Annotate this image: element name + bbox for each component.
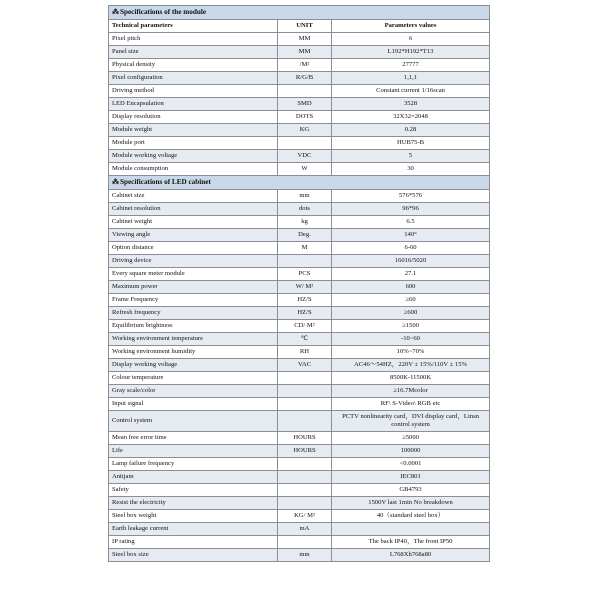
cell-unit [278,458,332,471]
table-row [109,346,490,359]
cell-value: PCTV nonlinearity card，DVI display card，Linsn control system [332,411,490,432]
cell-param: Refresh frequency [109,307,278,320]
cell-unit: HZ/S [278,307,332,320]
spec-sheet [108,5,489,562]
cell-param: Panel size [109,46,278,59]
cell-unit: W [278,163,332,176]
cell-value [332,523,490,536]
cell-param: Steel box weight [109,510,278,523]
table-row [109,320,490,333]
cell-value: 6-60 [332,242,490,255]
cell-unit: PCS [278,268,332,281]
cell-param: Module working voltage [109,150,278,163]
cell-unit [278,255,332,268]
table-row [109,549,490,562]
table-row [109,255,490,268]
table-row [109,523,490,536]
cell-unit: /M² [278,59,332,72]
cell-param: Module weight [109,124,278,137]
cell-value: 32X32=2048 [332,111,490,124]
cell-value: 16016/5020 [332,255,490,268]
cell-param: Every square meter module [109,268,278,281]
cell-param: Module port [109,137,278,150]
cell-value: HUB75-B [332,137,490,150]
cell-param: Antijam [109,471,278,484]
table-row [109,85,490,98]
cell-unit: VAC [278,359,332,372]
cell-unit: HZ/S [278,294,332,307]
cell-unit: mA [278,523,332,536]
cell-value: 576*576 [332,190,490,203]
cell-unit [278,398,332,411]
cell-unit: ℃ [278,333,332,346]
cell-value: AC46～54HZ，220V ± 15%/110V ± 15% [332,359,490,372]
cell-value: 1,1,1 [332,72,490,85]
table-row [109,190,490,203]
table-row [109,294,490,307]
cell-unit: KG/ M² [278,510,332,523]
cell-param: Cabinet size [109,190,278,203]
cell-unit [278,536,332,549]
cell-param: Earth leakage current [109,523,278,536]
cell-value: 6.5 [332,216,490,229]
cell-value: 96*96 [332,203,490,216]
cell-param: Driving device [109,255,278,268]
cell-param: Equilibrium brightness [109,320,278,333]
cell-value: 10%~70% [332,346,490,359]
cell-value: 140° [332,229,490,242]
cell-param: Steel box size [109,549,278,562]
cell-param: Option distance [109,242,278,255]
cell-value: The back IP40，The front IP50 [332,536,490,549]
table-row [109,372,490,385]
cell-value: -10~60 [332,333,490,346]
cell-value: ≥5000 [332,432,490,445]
cell-unit: KG [278,124,332,137]
cell-unit: MM [278,33,332,46]
cell-unit: Deg. [278,229,332,242]
cell-param: Display resolution [109,111,278,124]
cell-unit: dots [278,203,332,216]
table-row [109,484,490,497]
cell-unit: CD/ M² [278,320,332,333]
table-row [109,510,490,523]
table-row [109,333,490,346]
cell-param: Pixel configuration [109,72,278,85]
cell-value: ≥16.7Mcolor [332,385,490,398]
cell-param: Lamp failure frequency [109,458,278,471]
module-section-title [109,6,490,20]
cell-param: Colour temperature [109,372,278,385]
table-row [109,497,490,510]
table-row [109,33,490,46]
cell-unit [278,484,332,497]
cell-value: GB4793 [332,484,490,497]
cabinet-section-header [109,176,490,190]
table-row [109,137,490,150]
cell-param: Safety [109,484,278,497]
cell-param: Viewing angle [109,229,278,242]
cell-value: ≥600 [332,307,490,320]
cell-value: 1500V last 1min No breakdown [332,497,490,510]
cell-value: 100000 [332,445,490,458]
cell-value: RF\ S-Video\ RGB etc [332,398,490,411]
table-row [109,307,490,320]
cell-unit: mm [278,549,332,562]
cabinet-section-title-text: Specifications of LED cabinet [120,177,211,186]
table-row [109,111,490,124]
cell-value: ≥1500 [332,320,490,333]
cell-value: 27.1 [332,268,490,281]
cell-param: Cabinet resolution [109,203,278,216]
cell-value: 30 [332,163,490,176]
table-row [109,359,490,372]
header-param: Technical parameters [109,20,278,33]
table-row [109,458,490,471]
cell-value: L192*H192*T13 [332,46,490,59]
table-row [109,268,490,281]
cell-value: 0.28 [332,124,490,137]
cell-param: Working environment temperature [109,333,278,346]
cell-unit [278,411,332,432]
cell-unit: HOURS [278,432,332,445]
table-row [109,98,490,111]
cell-unit: SMD [278,98,332,111]
cell-unit: M [278,242,332,255]
cell-value: ≥60 [332,294,490,307]
module-section-title-text: Specifications of the module [120,7,207,16]
cell-param: Control system [109,411,278,432]
table-row [109,72,490,85]
cell-value: 40（standard steel box） [332,510,490,523]
cell-unit [278,385,332,398]
cell-param: Cabinet weight [109,216,278,229]
cell-param: IP rating [109,536,278,549]
table-row [109,385,490,398]
cell-unit: W/ M² [278,281,332,294]
table-row [109,432,490,445]
table-row [109,398,490,411]
table-row [109,150,490,163]
table-row [109,216,490,229]
table-row [109,46,490,59]
cell-param: LED Encapsulation [109,98,278,111]
column-header-row [109,20,490,33]
module-section-header [109,6,490,20]
table-row [109,59,490,72]
cell-unit: DOTS [278,111,332,124]
cell-unit [278,137,332,150]
cell-unit: mm [278,190,332,203]
cell-value: <0.0001 [332,458,490,471]
cell-unit [278,497,332,510]
asterisk-icon: ⁂ [112,7,119,16]
cell-value: 600 [332,281,490,294]
cell-unit [278,85,332,98]
cell-unit: RH [278,346,332,359]
cell-value: 5 [332,150,490,163]
cell-param: Resist the electricity [109,497,278,510]
table-row [109,163,490,176]
cell-param: Gray scale/color [109,385,278,398]
cell-value: L768Xh768a80 [332,549,490,562]
table-row [109,536,490,549]
cell-unit: MM [278,46,332,59]
header-value: Parameters values [332,20,490,33]
cell-unit [278,471,332,484]
cell-value: IEC801 [332,471,490,484]
cell-value: 6 [332,33,490,46]
header-unit: UNIT [278,20,332,33]
table-row [109,471,490,484]
cell-param: Life [109,445,278,458]
cell-param: Input signal [109,398,278,411]
cell-value: 27777 [332,59,490,72]
cell-unit: HOURS [278,445,332,458]
cell-value: 3528 [332,98,490,111]
cell-param: Pixel pitch [109,33,278,46]
table-row [109,229,490,242]
cell-param: Driving method [109,85,278,98]
cell-param: Maximum power [109,281,278,294]
cell-param: Working environment humidity [109,346,278,359]
cell-value: Constant current 1/16scan [332,85,490,98]
table-row [109,203,490,216]
table-row [109,411,490,432]
table-row [109,124,490,137]
cell-unit: kg [278,216,332,229]
cell-unit: R/G/B [278,72,332,85]
cabinet-section-title [109,176,490,190]
table-row [109,281,490,294]
cell-param: Mean free error time [109,432,278,445]
cell-param: Frame Frequency [109,294,278,307]
table-row [109,445,490,458]
cell-param: Physical density [109,59,278,72]
cell-unit: VDC [278,150,332,163]
asterisk-icon: ⁂ [112,177,119,186]
table-row [109,242,490,255]
cell-param: Display working voltage [109,359,278,372]
spec-table [108,5,490,562]
cell-param: Module consumption [109,163,278,176]
cell-unit [278,372,332,385]
cell-value: 8500K-11500K [332,372,490,385]
